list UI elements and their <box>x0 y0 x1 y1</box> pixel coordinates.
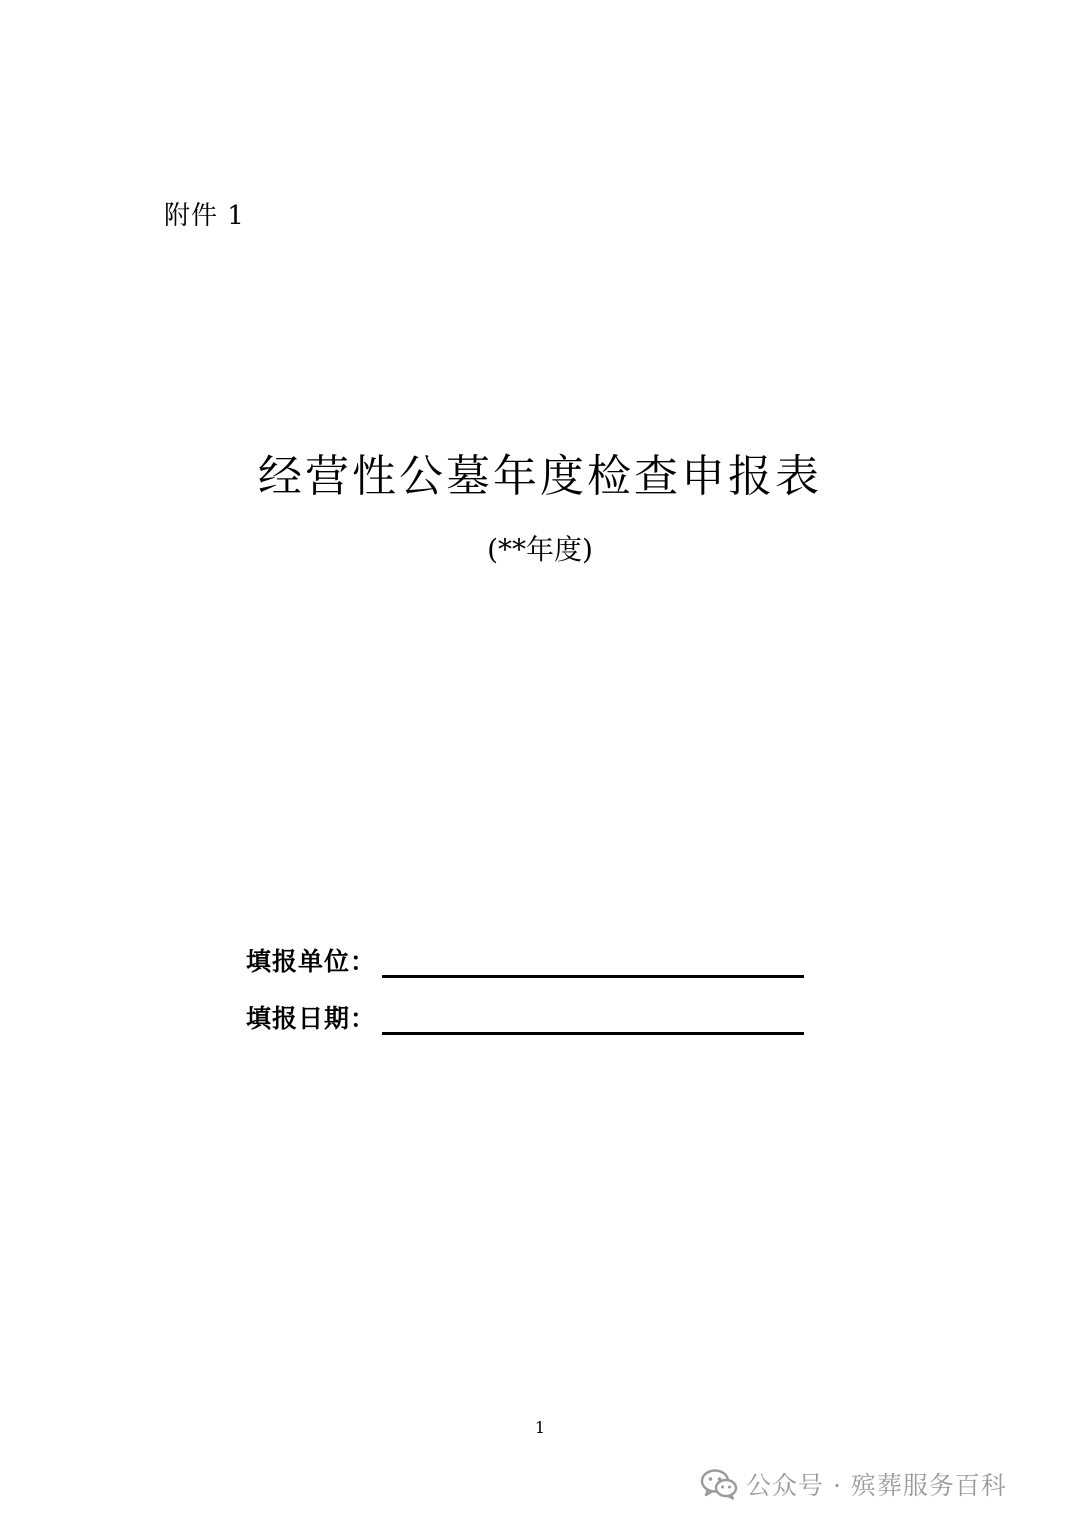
document-subtitle: (**年度) <box>487 533 593 566</box>
reporting-unit-blank-line <box>382 975 804 978</box>
reporting-unit-label: 填报单位： <box>246 947 377 976</box>
watermark-text: 公众号 · 殡葬服务百科 <box>746 1471 1007 1500</box>
page-number: 1 <box>534 1418 546 1437</box>
wechat-icon <box>700 1468 738 1500</box>
attachment-label: 附件 1 <box>164 201 245 231</box>
watermark <box>700 1464 1007 1504</box>
reporting-date-field <box>246 997 804 1037</box>
reporting-date-label: 填报日期： <box>246 1004 377 1033</box>
reporting-date-blank-line <box>382 1032 804 1035</box>
reporting-unit-field <box>246 940 804 980</box>
document-title: 经营性公墓年度检查申报表 <box>258 451 822 502</box>
